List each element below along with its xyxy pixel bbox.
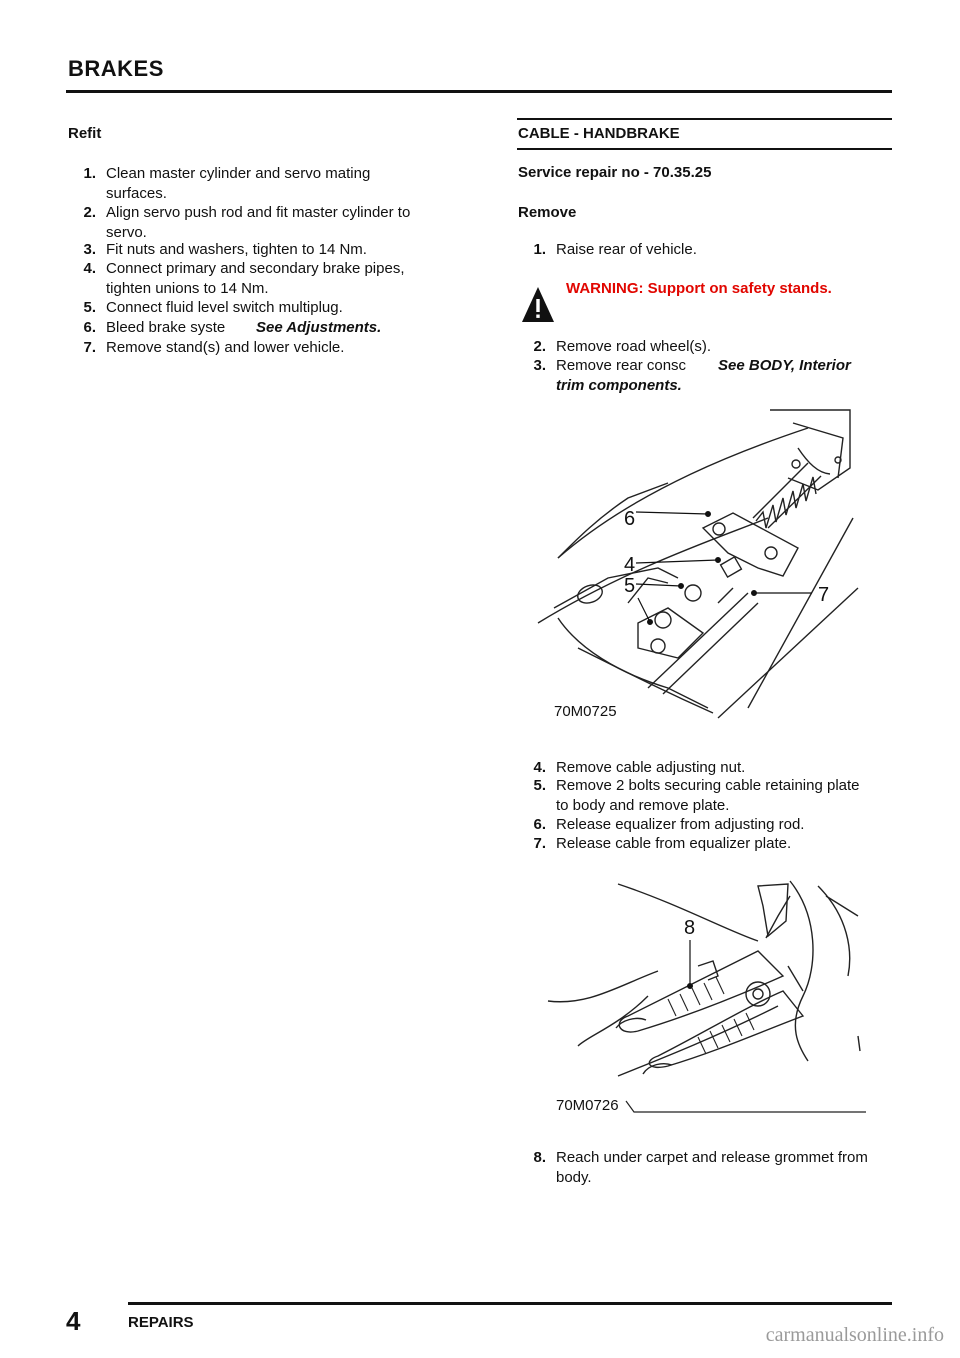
- callout-label: 7: [818, 584, 830, 606]
- step-number: 4.: [533, 759, 546, 776]
- step-number: 5.: [533, 777, 546, 794]
- step-text-line: Align servo push rod and fit master cylinder to: [106, 204, 411, 221]
- step-text-line: Bleed brake syste: [106, 319, 226, 336]
- step-number: 4.: [83, 260, 96, 277]
- refit-step-2: [68, 203, 458, 243]
- refit-step-1: [68, 164, 458, 204]
- warning-triangle-icon: [520, 285, 556, 325]
- step-text-line: Remove cable adjusting nut.: [556, 759, 746, 776]
- step-text-line: Release equalizer from adjusting rod.: [556, 816, 805, 833]
- handbrake-equalizer-illustration: [518, 408, 868, 730]
- step-text-line: Fit nuts and washers, tighten to 14 Nm.: [106, 241, 367, 258]
- refit-step-5: [68, 298, 458, 318]
- step-text-line: to body and remove plate.: [556, 797, 730, 814]
- step-text-line: servo.: [106, 224, 147, 241]
- remove-heading: Remove: [518, 204, 577, 221]
- step-number: 1.: [533, 241, 546, 258]
- cable-grommet-illustration: [518, 876, 866, 1116]
- step-text-line: Reach under carpet and release grommet from: [556, 1149, 868, 1166]
- footer-divider: [128, 1302, 892, 1305]
- callout-label: 4: [624, 554, 636, 576]
- refit-heading: Refit: [68, 125, 102, 142]
- step-text-line: Remove road wheel(s).: [556, 338, 712, 355]
- remove-step-2: [518, 337, 892, 357]
- step-text-line: surfaces.: [106, 185, 167, 202]
- section-bottom-rule: [517, 148, 892, 150]
- step-text-line: Release cable from equalizer plate.: [556, 835, 792, 852]
- step-number: 8.: [533, 1149, 546, 1166]
- step-text-line: Clean master cylinder and servo mating: [106, 165, 371, 182]
- cross-reference-link[interactable]: trim components.: [556, 377, 682, 394]
- cross-reference-link[interactable]: See BODY, Interior: [718, 357, 851, 374]
- step-number: 1.: [83, 165, 96, 182]
- step-number: 7.: [83, 339, 96, 356]
- section-top-rule: [517, 118, 892, 120]
- step-number: 2.: [533, 338, 546, 355]
- remove-step-7: [518, 834, 892, 854]
- figure-code: 70M0725: [554, 703, 617, 720]
- remove-step-3: [518, 356, 892, 396]
- refit-step-7: [68, 338, 458, 358]
- step-number: 2.: [83, 204, 96, 221]
- remove-step-6: [518, 815, 892, 835]
- step-number: 6.: [533, 816, 546, 833]
- watermark: carmanualsonline.info: [765, 1324, 944, 1346]
- step-text-line: body.: [556, 1169, 592, 1186]
- step-text-line: Raise rear of vehicle.: [556, 241, 697, 258]
- step-number: 7.: [533, 835, 546, 852]
- refit-step-6: [68, 318, 458, 338]
- step-text-line: Connect fluid level switch multiplug.: [106, 299, 343, 316]
- step-number: 3.: [83, 241, 96, 258]
- remove-step-8: [518, 1148, 892, 1188]
- page-title: BRAKES: [68, 56, 164, 81]
- service-repair-number: Service repair no - 70.35.25: [518, 164, 712, 181]
- callout-label: 5: [624, 575, 636, 597]
- page-number: 4: [66, 1306, 81, 1336]
- refit-step-3: [68, 240, 458, 260]
- step-text-line: Remove 2 bolts securing cable retaining plate: [556, 777, 860, 794]
- remove-step-5: [518, 776, 892, 816]
- refit-step-4: [68, 259, 458, 299]
- cross-reference-link[interactable]: See Adjustments.: [256, 319, 382, 336]
- callout-label: 6: [624, 508, 636, 530]
- remove-step-4: [518, 758, 892, 778]
- footer-section-label: REPAIRS: [128, 1314, 194, 1331]
- step-number: 6.: [83, 319, 96, 336]
- figure-code: 70M0726: [556, 1097, 619, 1114]
- remove-step-1: [518, 240, 892, 260]
- warning-text: WARNING: Support on safety stands.: [566, 280, 832, 297]
- step-number: 5.: [83, 299, 96, 316]
- step-number: 3.: [533, 357, 546, 374]
- section-title: CABLE - HANDBRAKE: [518, 125, 680, 142]
- step-text-line: tighten unions to 14 Nm.: [106, 280, 269, 297]
- header-divider: [66, 90, 892, 93]
- callout-label: 8: [684, 917, 696, 939]
- step-text-line: Remove stand(s) and lower vehicle.: [106, 339, 345, 356]
- step-text-line: Connect primary and secondary brake pipes,: [106, 260, 405, 277]
- step-text-line: Remove rear consc: [556, 357, 687, 374]
